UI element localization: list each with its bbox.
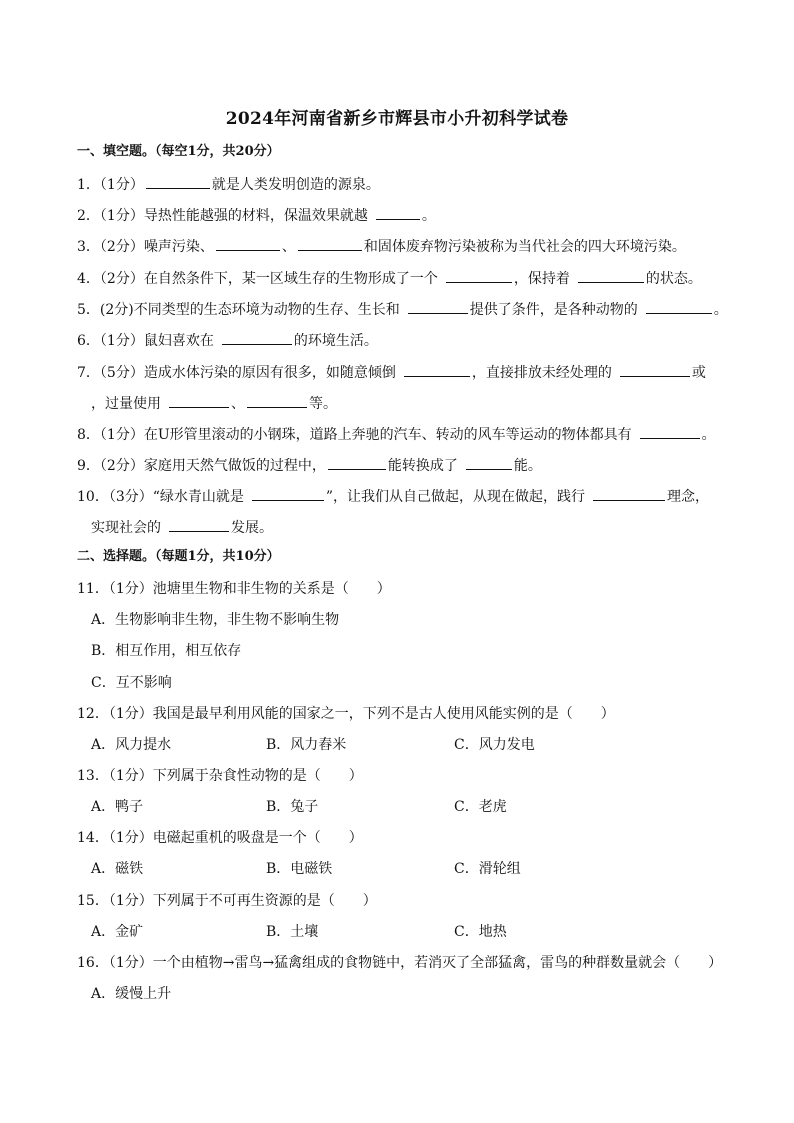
question-text: 。 (701, 427, 716, 443)
answer-blank[interactable] (466, 454, 512, 470)
question-13-stem: 13．（1分）下列属于杂食性动物的是（ ） (77, 768, 363, 784)
option-a[interactable]: A．金矿 (91, 924, 144, 940)
answer-blank[interactable] (640, 423, 700, 439)
question-text: 9．（2分）家庭用天然气做饭的过程中， (77, 458, 326, 474)
option-a[interactable]: A．风力提水 (91, 737, 172, 753)
option-c[interactable]: C．老虎 (454, 799, 507, 815)
question-text: ，直接排放未经处理的 (471, 365, 612, 381)
question-text: 理念， (667, 489, 710, 505)
question-text: ，保持着 (513, 271, 570, 287)
answer-blank[interactable] (328, 454, 386, 470)
option-b[interactable]: B．兔子 (266, 799, 319, 815)
question-text: 、 (231, 396, 245, 412)
option-a[interactable]: A．生物影响非生物，非生物不影响生物 (91, 612, 340, 628)
answer-blank[interactable] (247, 392, 307, 408)
question-text: 提供了条件，是各种动物的 (469, 302, 638, 318)
question-10-continued (91, 516, 273, 538)
question-text: 、 (281, 239, 296, 255)
option-b[interactable]: B．相互作用，相互依存 (91, 643, 242, 659)
answer-blank[interactable] (408, 298, 468, 314)
question-text: 等。 (309, 396, 337, 412)
question-text: 能。 (513, 458, 542, 474)
question-text: 就是人类发明创造的源泉。 (211, 177, 380, 193)
question-text: 或 (691, 365, 706, 381)
question-text: 发展。 (231, 520, 273, 536)
option-c[interactable]: C．风力发电 (454, 737, 535, 753)
question-text: 和固体废弃物污染被称为当代社会的四大环境污染。 (363, 239, 686, 255)
question-16-stem: 16．（1分）一个由植物→雷鸟→猛禽组成的食物链中，若消灭了全部猛禽，雷鸟的种群数量就会（ ） (77, 955, 723, 971)
answer-blank[interactable] (620, 361, 690, 377)
page-title: 2024年河南省新乡市辉县市小升初科学试卷 (225, 109, 569, 129)
answer-blank[interactable] (169, 392, 229, 408)
question-text: ，过量使用 (91, 396, 161, 412)
option-c[interactable]: C．地热 (454, 924, 507, 940)
question-6 (77, 329, 378, 351)
question-text: ”，让我们从自己做起，从现在做起，践行 (325, 489, 586, 505)
answer-blank[interactable] (376, 204, 420, 220)
question-3 (77, 235, 686, 257)
option-c[interactable]: C．滑轮组 (454, 861, 521, 877)
question-text: 1．（1分） (77, 177, 144, 193)
answer-blank[interactable] (578, 267, 644, 283)
answer-blank[interactable] (169, 516, 229, 532)
question-15-stem: 15．（1分）下列属于不可再生资源的是（ ） (77, 893, 377, 909)
answer-blank[interactable] (216, 235, 280, 251)
answer-blank[interactable] (298, 235, 362, 251)
option-a[interactable]: A．鸭子 (91, 799, 144, 815)
question-text: 10．（3分）“绿水青山就是 (77, 489, 244, 505)
option-a[interactable]: A．磁铁 (91, 861, 144, 877)
answer-blank[interactable] (146, 173, 210, 189)
question-12-stem: 12．（1分）我国是最早利用风能的国家之一，下列不是古人使用风能实例的是（ ） (77, 706, 615, 722)
question-text: 5．(2分)不同类型的生态环境为动物的生存、生长和 (77, 302, 400, 318)
answer-blank[interactable] (252, 485, 324, 501)
answer-blank[interactable] (222, 329, 292, 345)
answer-blank[interactable] (646, 298, 712, 314)
question-14-stem: 14．（1分）电磁起重机的吸盘是一个（ ） (77, 830, 363, 846)
option-a[interactable]: A．缓慢上升 (91, 986, 172, 1002)
question-text: 的状态。 (645, 271, 702, 287)
option-c[interactable]: C．互不影响 (91, 675, 172, 691)
question-text: 能转换成了 (387, 458, 458, 474)
question-text: 2．（1分）导热性能越强的材料，保温效果就越 (77, 208, 368, 224)
question-text: 8．（1分）在U形管里滚动的小钢珠，道路上奔驰的汽车、转动的风车等运动的物体都具有 (77, 427, 632, 443)
section-heading-choice: 二、选择题。（每题1分，共10分） (77, 549, 280, 564)
question-9 (77, 454, 542, 476)
option-b[interactable]: B．电磁铁 (266, 861, 333, 877)
question-text: 实现社会的 (91, 520, 161, 536)
question-7-continued (91, 392, 337, 414)
question-text: 。 (713, 302, 728, 318)
question-text: 6．（1分）鼠妇喜欢在 (77, 333, 214, 349)
option-b[interactable]: B．土壤 (266, 924, 319, 940)
question-text: 4．（2分）在自然条件下，某一区域生存的生物形成了一个 (77, 271, 438, 287)
answer-blank[interactable] (593, 485, 665, 501)
question-8 (77, 423, 716, 445)
question-1 (77, 173, 380, 195)
question-2 (77, 204, 436, 226)
question-11-stem: 11．（1分）池塘里生物和非生物的关系是（ ） (77, 581, 391, 597)
question-text: 的环境生活。 (293, 333, 378, 349)
question-7 (77, 361, 706, 383)
question-text: 7．（5分）造成水体污染的原因有很多，如随意倾倒 (77, 365, 396, 381)
question-text: 3．（2分）噪声污染、 (77, 239, 214, 255)
option-b[interactable]: B．风力舂米 (266, 737, 347, 753)
question-10 (77, 485, 709, 507)
question-5 (77, 298, 728, 320)
question-4 (77, 267, 702, 289)
answer-blank[interactable] (404, 361, 470, 377)
question-text: 。 (421, 208, 436, 224)
section-heading-fill: 一、填空题。（每空1分，共20分） (77, 144, 280, 159)
answer-blank[interactable] (446, 267, 512, 283)
